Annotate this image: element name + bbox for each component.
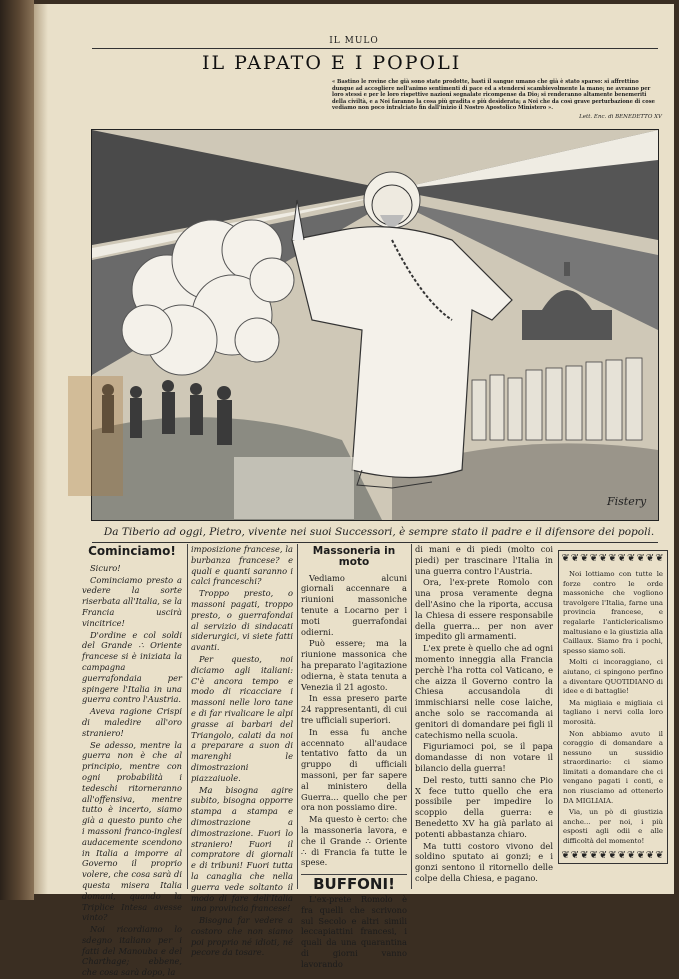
- artist-signature: Fistery: [607, 495, 647, 508]
- paragraph: Ma tutti costoro vivono del soldino sputato ai gonzi; e i gonzi sentono il ritornello delle colpe della Chiesa, e pagano.: [415, 840, 553, 883]
- column-divider: [297, 544, 298, 889]
- paragraph: L'ex prete è quello che ad ogni momento inneggia alla Francia perchè l'ha rotta col Vaticano, e che aizza il Governo contro la Chiesa accusandola di immischiarsi nelle cose laiche, anche solo se raccomanda ai genitori di domandare pei figli il catechismo nella scuola.: [415, 643, 553, 740]
- paragraph: In essa fu anche accennato all'audace tentativo fatto da un gruppo di ufficiali massoni, per far sapere al ministero della Guerra... quello che per ora non possiamo dire.: [301, 726, 407, 813]
- paragraph: Sicuro!: [90, 562, 121, 573]
- paragraph: Non abbiamo avuto il coraggio di domandare a nessuno un sussidio straordinario: ci siamo limitati a domandare che ci vengano pagati i conti, e non riusciamo ad ottenerlo DA MIGLIAIA.: [563, 729, 663, 805]
- paragraph: imposizione francese, la burbanza francese? e quali e quanti saranno i calci franceschi?: [191, 544, 293, 587]
- column-romolo: [415, 544, 553, 885]
- newspaper-page: [34, 4, 674, 978]
- cartoon-caption: Da Tiberio ad oggi, Pietro, vivente nei suoi Successori, è sempre stato il padre e il difensore dei popoli.: [103, 526, 655, 538]
- cartoon-drawing: [92, 130, 658, 520]
- paragraph: Per questo, noi diciamo agli italiani: C'è ancora tempo e modo di ricacciare i massoni nelle loro tane e di far rivalicare le alpi grasse ai barbari del Triangolo, calati da noi a preparare a suon di marenghi le dimostrazioni piazzaiuole.: [191, 653, 293, 783]
- cartoon-illustration: [91, 129, 659, 521]
- book-spine: [0, 0, 34, 900]
- heading-cominciamo: Cominciamo!: [88, 544, 176, 558]
- paragraph: Molti ci incoraggiano, ci aiutano, ci spingono perfino a diventare QUOTIDIANO di idee e di battaglie!: [563, 658, 663, 696]
- paragraph: Ora, l'ex-prete Romolo con una prosa veramente degna dell'Asino che la riporta, accusa la Chiesa di essere responsabile della guerra... per non aver impedito gli armamenti.: [415, 577, 553, 642]
- paragraph: Aveva ragione Crispi di maledire all'oro straniero!: [82, 706, 182, 738]
- paragraph: Vediamo alcuni giornali accennare a riunioni massoniche tenute a Locarno per i moti guerrafondai odierni.: [301, 572, 407, 637]
- quote-source: Lett. Enc. di BENEDETTO XV: [579, 114, 662, 120]
- paragraph: Ma migliaia e migliaia ci tagliano i nervi colla loro morosità.: [563, 698, 663, 726]
- paragraph: Troppo presto, o massoni pagati, troppo presto, o guerrafondai al servizio di sindacati siderurgici, vi siete fatti avanti.: [191, 588, 293, 653]
- top-rule: [92, 48, 658, 49]
- paragraph: Può essere; ma la riunione massonica che ha preparato l'agitazione odierna, è stata tenuta a Venezia il 21 agosto.: [301, 638, 407, 692]
- encyclical-quote: « Bastino le rovine che già sono state prodotte, basti il sangue umano che già è stato sparso: si affrettino dunque ad accogliere nell'animo sentimenti di pace ed a stendersi scambievolmente la mano; ne avranno per loro stessi e per le loro rispettive nazioni segnalate ricompense da Dio; si renderanno altamente benemeriti della civiltà, e a Noi faranno la cosa più gradita e più desiderata; a Noi che da così grave perturbazione di cose vediamo non poco intralciato fin dall'inizio il Nostro Apostolico Ministero ».: [332, 79, 655, 111]
- paragraph: Noi lottiamo con tutte le forze contro le orde massoniche che vogliono travolgere l'Italia, farne una provincia francese, e regalarle l'anticlericalismo maltusiano e la giustizia alla Caillaux. Siamo fra i pochi, spesso siamo soli.: [563, 570, 663, 655]
- paragraph: di mani e di piedi (molto coi piedi) per trascinare l'Italia in una guerra contro l'Austria.: [415, 544, 553, 576]
- column-divider: [187, 544, 188, 889]
- paragraph: In essa presero parte 24 rappresentanti, di cui tre ufficiali superiori.: [301, 693, 407, 725]
- columns-top-rule: [92, 542, 658, 543]
- tape-mark: [234, 457, 354, 519]
- paragraph: Via, un pò di giustizia anche... per noi, i più esposti agli odii e alle difficoltà del momento!: [563, 808, 663, 846]
- heading-buffoni: BUFFONI!: [301, 874, 407, 890]
- running-head: IL MULO: [329, 36, 379, 46]
- paragraph: Noi ricordiamo lo sdegno italiano per i fatti del Manouba e del Charthage; ebbene, che cosa sarà dopo, la: [82, 924, 182, 978]
- page-stain: [68, 376, 123, 496]
- appeal-box: [558, 550, 668, 864]
- paragraph: L'ex-prete Romolo è fra quelli che scrivono sul Secolo e altri simili leccapiattini francesi, i quali da una quarantina di giorni vanno lavorando: [301, 893, 407, 969]
- paragraph: D'ordine e col soldi del Grande ∴ Oriente francese si è iniziata la campagna guerrafondaia per spingere l'Italia in una guerra contro l'Austria.: [82, 629, 182, 705]
- appeal-text: [559, 564, 667, 847]
- paragraph: Ma bisogna agire subito, bisogna opporre stampa a stampa e dimostrazione a dimostrazione. Fuori lo straniero! Fuori il compratore di giornali e di tribuni! Fuori tutta la canaglia che nella guerra vede soltanto il modo di fare dell'Italia una provincia francese!: [191, 784, 293, 914]
- paragraph: Del resto, tutti sanno che Pio X fece tutto quello che era possibile per impedire lo scoppio della guerra: e Benedetto XV ha già parlato ai potenti abbastanza chiaro.: [415, 774, 553, 839]
- ornament-bottom: ❦❦❦❦❦❦❦❦❦❦❦: [561, 850, 665, 861]
- heading-massoneria: Massoneria in moto: [312, 545, 396, 568]
- paragraph: Ma questo è certo: che la massoneria lavora, e che il Grande ∴ Oriente ∴ di Francia fa tutte le spese.: [301, 814, 407, 868]
- page-title: IL PAPATO E I POPOLI: [202, 52, 462, 74]
- paragraph: Bisogna far vedere a costoro che non siamo poi proprio né idioti, né pecore da tosare.: [191, 915, 293, 958]
- paragraph: Figuriamoci poi, se il papa domandasse di non votare il bilancio della guerra!: [415, 741, 553, 773]
- column-cominciamo: [82, 544, 182, 979]
- column-continued: [191, 544, 293, 959]
- ornament-top: ❦❦❦❦❦❦❦❦❦❦❦: [561, 553, 665, 564]
- column-massoneria: [301, 544, 407, 970]
- paragraph: Se adesso, mentre la guerra non è che al principio, mentre con ogni probabilità i tedeschi ritorneranno all'offensiva, mentre tutto è incerto, siamo già a questo punto che i massoni franco-inglesi audacemente scendono in Italia a imporre al Governo il proprio volere, che cosa sarà di questa misera Italia domani, quando la Triplice Intesa avesse vinto?: [82, 739, 182, 923]
- paragraph: Cominciamo presto a vedere la sorte riserbata all'Italia, se la Francia uscirà vincitrice!: [82, 574, 182, 628]
- column-divider: [411, 544, 412, 889]
